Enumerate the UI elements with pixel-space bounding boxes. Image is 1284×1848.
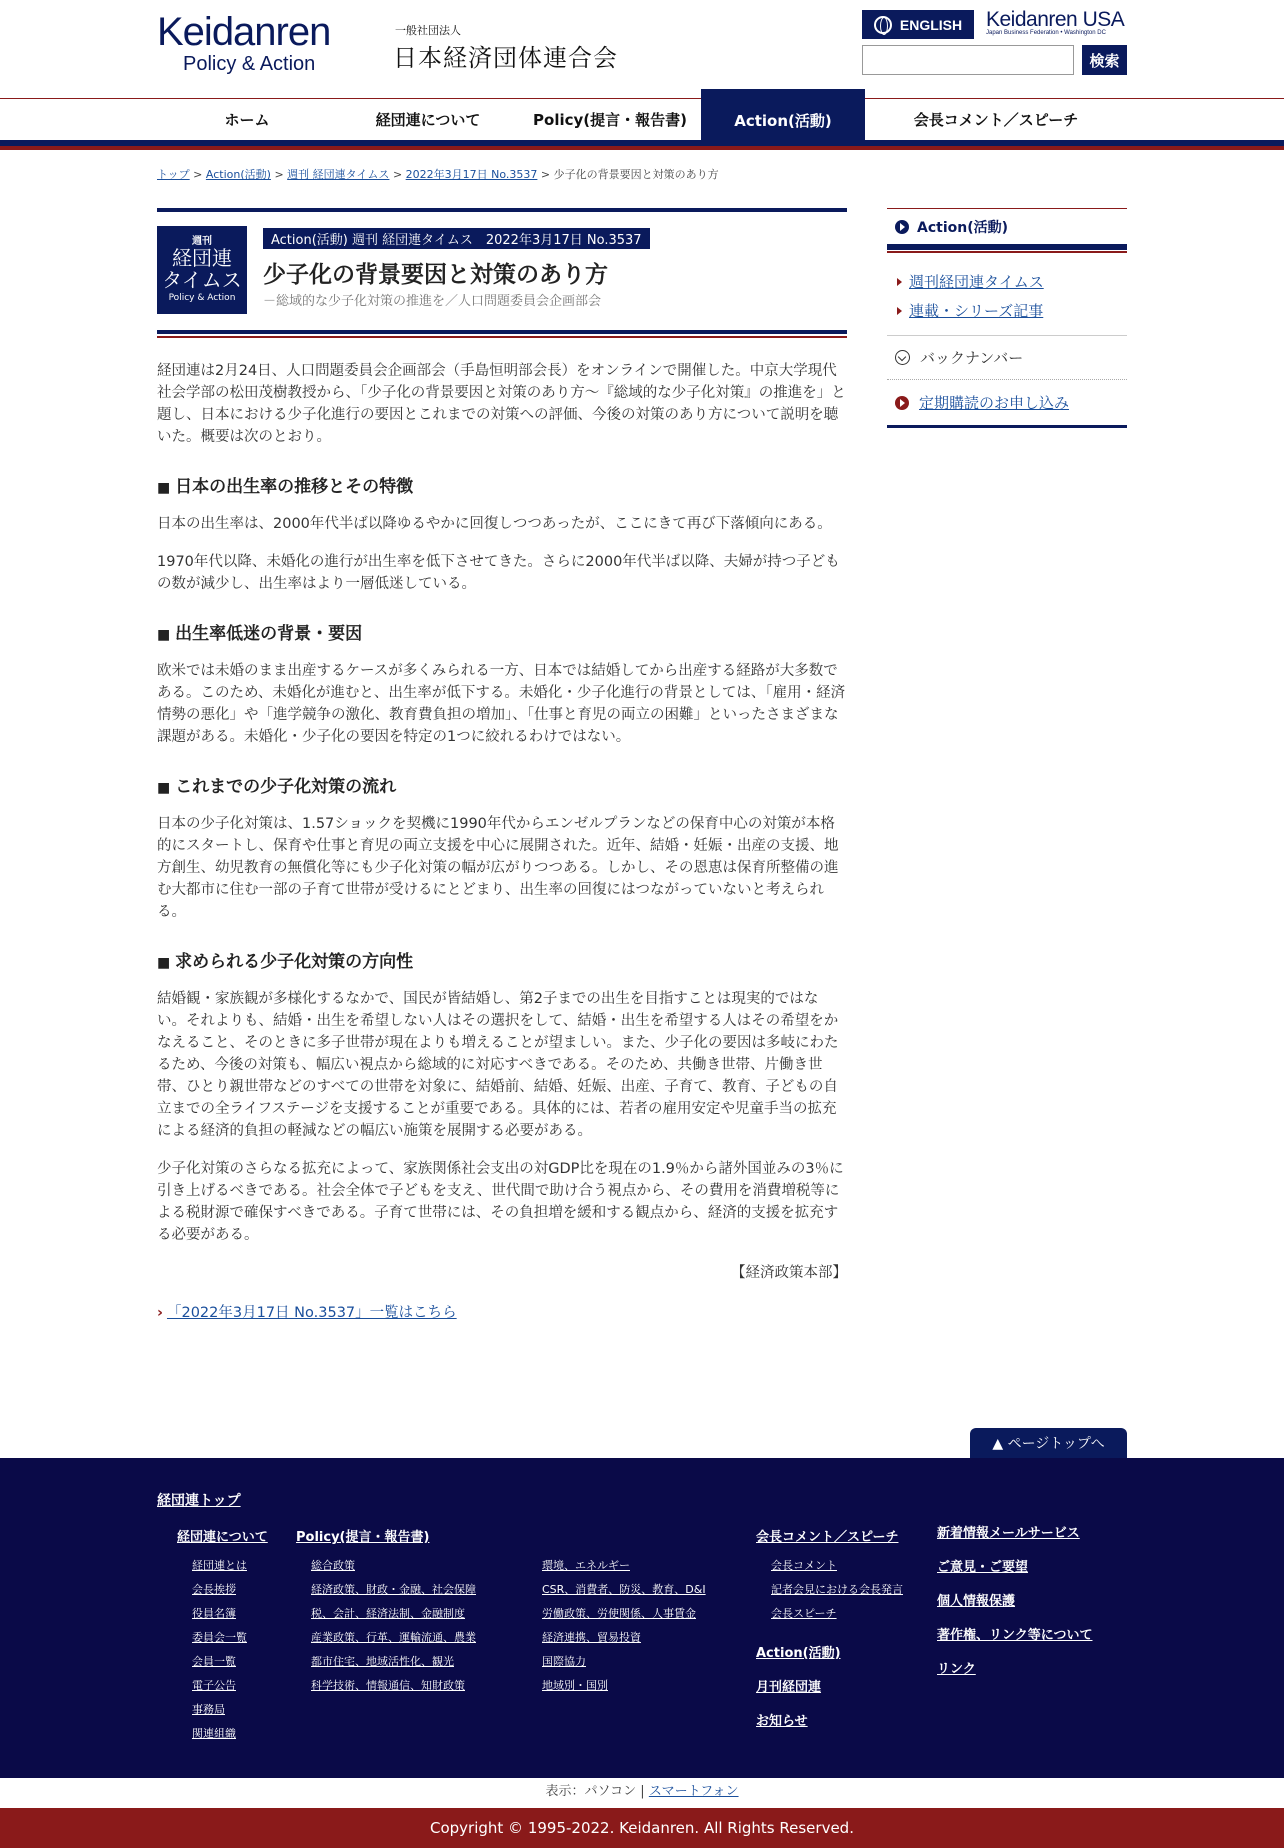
footer-monthly[interactable]: 月刊経団連 — [756, 1680, 822, 1695]
display-mode — [0, 1780, 1284, 1799]
footer-link[interactable]: ご意見・ご要望 — [937, 1560, 1029, 1575]
footer-link[interactable]: 会員一覧 — [192, 1655, 236, 1668]
global-nav — [0, 98, 1284, 140]
breadcrumb-times[interactable]: 週刊 経団連タイムス — [287, 168, 390, 181]
nav-home[interactable]: ホーム — [224, 111, 270, 129]
subscribe-link[interactable]: 定期購読のお申し込み — [919, 394, 1070, 412]
issue-list-link[interactable] — [157, 1302, 847, 1324]
article-tag: Action(活動) 週刊 経団連タイムス 2022年3月17日 No.3537 — [263, 228, 650, 249]
breadcrumb-action[interactable]: Action(活動) — [205, 168, 271, 181]
article-body — [157, 360, 847, 1324]
nav-about[interactable]: 経団連について — [375, 111, 481, 129]
english-label: ENGLISH — [899, 16, 963, 33]
footer-action[interactable]: Action(活動) — [756, 1646, 841, 1661]
footer-link[interactable]: 事務局 — [192, 1703, 225, 1716]
nav-policy[interactable]: Policy(提言・報告書) — [533, 111, 687, 129]
search-input[interactable] — [862, 45, 1074, 75]
footer-link[interactable]: 委員会一覧 — [192, 1631, 247, 1644]
article-header — [157, 208, 847, 334]
breadcrumb-current: 少子化の背景要因と対策のあり方 — [553, 168, 719, 181]
smartphone-link[interactable]: スマートフォン — [648, 1784, 739, 1799]
logo-jp[interactable] — [393, 22, 618, 73]
breadcrumb — [157, 166, 1127, 184]
keidanren-logo[interactable] — [157, 12, 330, 76]
paragraph: 日本の出生率は、2000年代半ば以降ゆるやかに回復しつつあったが、ここにきて再び下落傾向にある。 — [157, 516, 832, 532]
footer-link[interactable]: 経団連とは — [192, 1559, 247, 1572]
paragraph: 1970年代以降、未婚化の進行が出生率を低下させてきた。さらに2000年代半ば以降、夫婦が持つ子どもの数が減少し、出生率はより一層低迷している。 — [157, 554, 840, 592]
footer-link[interactable]: 会長コメント — [771, 1559, 837, 1572]
paragraph: 日本の少子化対策は、1.57ショックを契機に1990年代からエンゼルプランなどの保育中心の対策が本格的にスタートし、保育や仕事と育児の両立支援を中心に展開された。近年、結婚・妊娠・出産の支援、地方創生、幼児教育の無償化等にも少子化対策の幅が広がりつつある。しかし、その恩恵は保育所整備の進む大都市に住む一部の子育て世帯が受けるにとどまり、出生率の回復にはつながっていないと考えられる。 — [157, 816, 839, 920]
sidebar-item-subscribe[interactable] — [887, 380, 1127, 428]
sidebar-heading[interactable] — [887, 208, 1127, 250]
footer-link[interactable]: 役員名簿 — [192, 1607, 236, 1620]
nav-action[interactable]: Action(活動) — [701, 89, 865, 141]
logo-jp-small: 一般社団法人 — [395, 24, 461, 37]
footer-link[interactable]: 記者会見における会長発言 — [771, 1583, 903, 1596]
footer-link[interactable]: 新着情報メールサービス — [937, 1526, 1080, 1541]
english-button[interactable] — [862, 10, 974, 39]
footer-link[interactable]: CSR、消費者、防災、教育、D&I — [542, 1583, 706, 1596]
footer-link[interactable]: 税、会計、経済法制、金融制度 — [311, 1607, 465, 1620]
footer-link[interactable]: 地域別・国別 — [542, 1679, 608, 1692]
breadcrumb-sep: > — [193, 168, 203, 181]
section-heading: ■ 求められる少子化対策の方向性 — [157, 951, 847, 974]
chevron-down-circle-icon — [895, 350, 910, 365]
article — [157, 208, 847, 1324]
footer-link[interactable]: 都市住宅、地域活性化、観光 — [311, 1655, 454, 1668]
footer-link[interactable]: 会長スピーチ — [771, 1607, 837, 1620]
footer-link[interactable]: 経済政策、財政・金融、社会保障 — [311, 1583, 476, 1596]
breadcrumb-issue[interactable]: 2022年3月17日 No.3537 — [405, 168, 538, 181]
footer-policy-col2 — [542, 1554, 706, 1698]
tlogo-b1: 経団連 — [172, 246, 232, 270]
sidebar-item-series[interactable]: 連載・シリーズ記事 — [895, 300, 1119, 321]
breadcrumb-sep: > — [274, 168, 284, 181]
keidanren-usa-logo[interactable] — [986, 8, 1124, 36]
footer-link[interactable]: 経済連携、貿易投資 — [542, 1631, 641, 1644]
tlogo-b2: タイムス — [162, 268, 242, 292]
footer-comment-list — [771, 1554, 903, 1626]
breadcrumb-top[interactable]: トップ — [157, 168, 190, 181]
intro-paragraph: 経団連は2月24日、人口問題委員会企画部会（手島恒明部会長）をオンラインで開催した。中京大学現代社会学部の松田茂樹教授から、「少子化の背景要因と対策のあり方～『総域的な少子化対策』の推進を」と題し、日本における少子化進行の要因とこれまでの対策への評価、今後の対策のあり方について説明を聴いた。概要は次のとおり。 — [157, 363, 846, 445]
footer-about-list — [192, 1554, 247, 1746]
chevron-right-icon: › — [157, 1305, 163, 1321]
footer-link[interactable]: 電子公告 — [192, 1679, 236, 1692]
keidanren-times-logo — [157, 226, 247, 314]
paragraph: 欧米では未婚のまま出産するケースが多くみられる一方、日本では結婚してから出産する経路が大多数である。このため、未婚化が進むと、出生率が低下する。未婚化・少子化進行の背景としては、「雇用・経済情勢の悪化」や「進学競争の激化、教育費負担の増加」、「仕事と育児の両立の困難」といったさまざまな課題がある。未婚化・少子化の要因を特定の1つに絞れるわけではない。 — [157, 663, 846, 745]
content-area — [157, 166, 1127, 1466]
footer-link[interactable]: 総合政策 — [311, 1559, 355, 1572]
sidebar-heading-label: Action(活動) — [917, 219, 1009, 236]
tlogo-c: Policy & Action — [168, 293, 236, 303]
paragraph: 結婚観・家族観が多様化するなかで、国民が皆結婚し、第2子までの出生を目指すことは現実的ではない。それよりも、結婚・出生を希望しない人はその選択をして、結婚・出生を希望する人はその希望をかなえること、そのときに多子世帯が現在よりも増えることが望ましい。また、少子化の要因は多岐にわたるため、今後の対策も、幅広い視点から総域的に対応すべきである。そのため、共働き世帯、片働き世帯、ひとり親世帯などのすべての世帯を対象に、結婚前、結婚、妊娠、出産、子育て、教育、子どもの自立までの全ライフステージを支援することが重要である。具体的には、若者の雇用安定や児童手当の拡充による経済的負担の軽減などの幅広い施策を展開する必要がある。 — [157, 991, 839, 1139]
article-subtitle: －総域的な少子化対策の推進を／人口問題委員会企画部会 — [263, 294, 602, 309]
section-heading: ■ 出生率低迷の背景・要因 — [157, 623, 847, 646]
nav-underline — [0, 140, 1284, 150]
logo-en: Keidanren — [157, 10, 331, 54]
footer-policy[interactable]: Policy(提言・報告書) — [296, 1530, 430, 1545]
department-credit: 【経済政策本部】 — [731, 1265, 847, 1281]
backnumber-label: バックナンバー — [920, 349, 1024, 367]
footer-link[interactable]: 関連組織 — [192, 1727, 236, 1740]
display-label: 表示：パソコン | — [545, 1784, 645, 1799]
search-button[interactable]: 検索 — [1082, 45, 1127, 75]
logo-jp-big: 日本経済団体連合会 — [393, 44, 618, 72]
footer-comment[interactable]: 会長コメント／スピーチ — [756, 1530, 899, 1545]
footer-link[interactable]: 会長挨拶 — [192, 1583, 236, 1596]
footer-link[interactable]: 科学技術、情報通信、知財政策 — [311, 1679, 465, 1692]
nav-comment[interactable]: 会長コメント／スピーチ — [913, 111, 1079, 129]
breadcrumb-sep: > — [392, 168, 403, 181]
sidebar-item-backnumber[interactable] — [887, 336, 1127, 380]
site-footer — [0, 1458, 1284, 1778]
usa-sub: Japan Business Federation • Washington DC — [986, 30, 1106, 36]
footer-link[interactable]: 産業政策、行革、運輸流通、農業 — [311, 1631, 476, 1644]
issue-list-anchor[interactable]: 「2022年3月17日 No.3537」一覧はこちら — [166, 1305, 457, 1321]
article-title: 少子化の背景要因と対策のあり方 — [263, 262, 608, 288]
sidebar — [887, 208, 1127, 428]
copyright-bar: Copyright © 1995-2022. Keidanren. All Rights Reserved. — [0, 1808, 1284, 1848]
footer-link[interactable]: リンク — [937, 1662, 976, 1677]
sidebar-item-times[interactable]: 週刊経団連タイムス — [895, 271, 1119, 292]
paragraph: 少子化対策のさらなる拡充によって、家族関係社会支出の対GDP比を現在の1.9％から諸外国並みの3％に引き上げるべきである。社会全体で子どもを支え、世代間で助け合う視点から、その費用を消費増税等による税財源で確保すべきである。子育て世帯には、その負担増を緩和する観点から、経済的支援を拡充する必要がある。 — [157, 1161, 844, 1243]
section-heading: ■ これまでの少子化対策の流れ — [157, 776, 847, 799]
circle-arrow-icon — [895, 396, 909, 410]
section-heading: ■ 日本の出生率の推移とその特徴 — [157, 476, 847, 499]
globe-icon — [874, 16, 892, 34]
breadcrumb-sep: > — [540, 168, 551, 181]
tlogo-a: 週刊 — [192, 236, 212, 247]
circle-arrow-icon — [895, 220, 909, 234]
footer-policy-col1 — [311, 1554, 476, 1698]
page-top-button[interactable]: ▲ ページトップへ — [970, 1428, 1127, 1458]
footer-link[interactable]: 労働政策、労使関係、人事賃金 — [542, 1607, 696, 1620]
sidebar-links — [887, 259, 1127, 336]
footer-link[interactable]: 個人情報保護 — [937, 1594, 1016, 1609]
footer-top-link[interactable]: 経団連トップ — [157, 1493, 241, 1509]
footer-link[interactable]: 国際協力 — [542, 1655, 586, 1668]
site-header — [0, 0, 1284, 98]
usa-title: Keidanren USA — [986, 8, 1125, 31]
footer-link[interactable]: 環境、エネルギー — [542, 1559, 630, 1572]
footer-about[interactable]: 経団連について — [177, 1530, 268, 1545]
footer-news[interactable]: お知らせ — [756, 1714, 808, 1729]
footer-right-list — [937, 1526, 1092, 1687]
footer-link[interactable]: 著作権、リンク等について — [937, 1628, 1093, 1643]
logo-pa: Policy & Action — [183, 53, 316, 75]
